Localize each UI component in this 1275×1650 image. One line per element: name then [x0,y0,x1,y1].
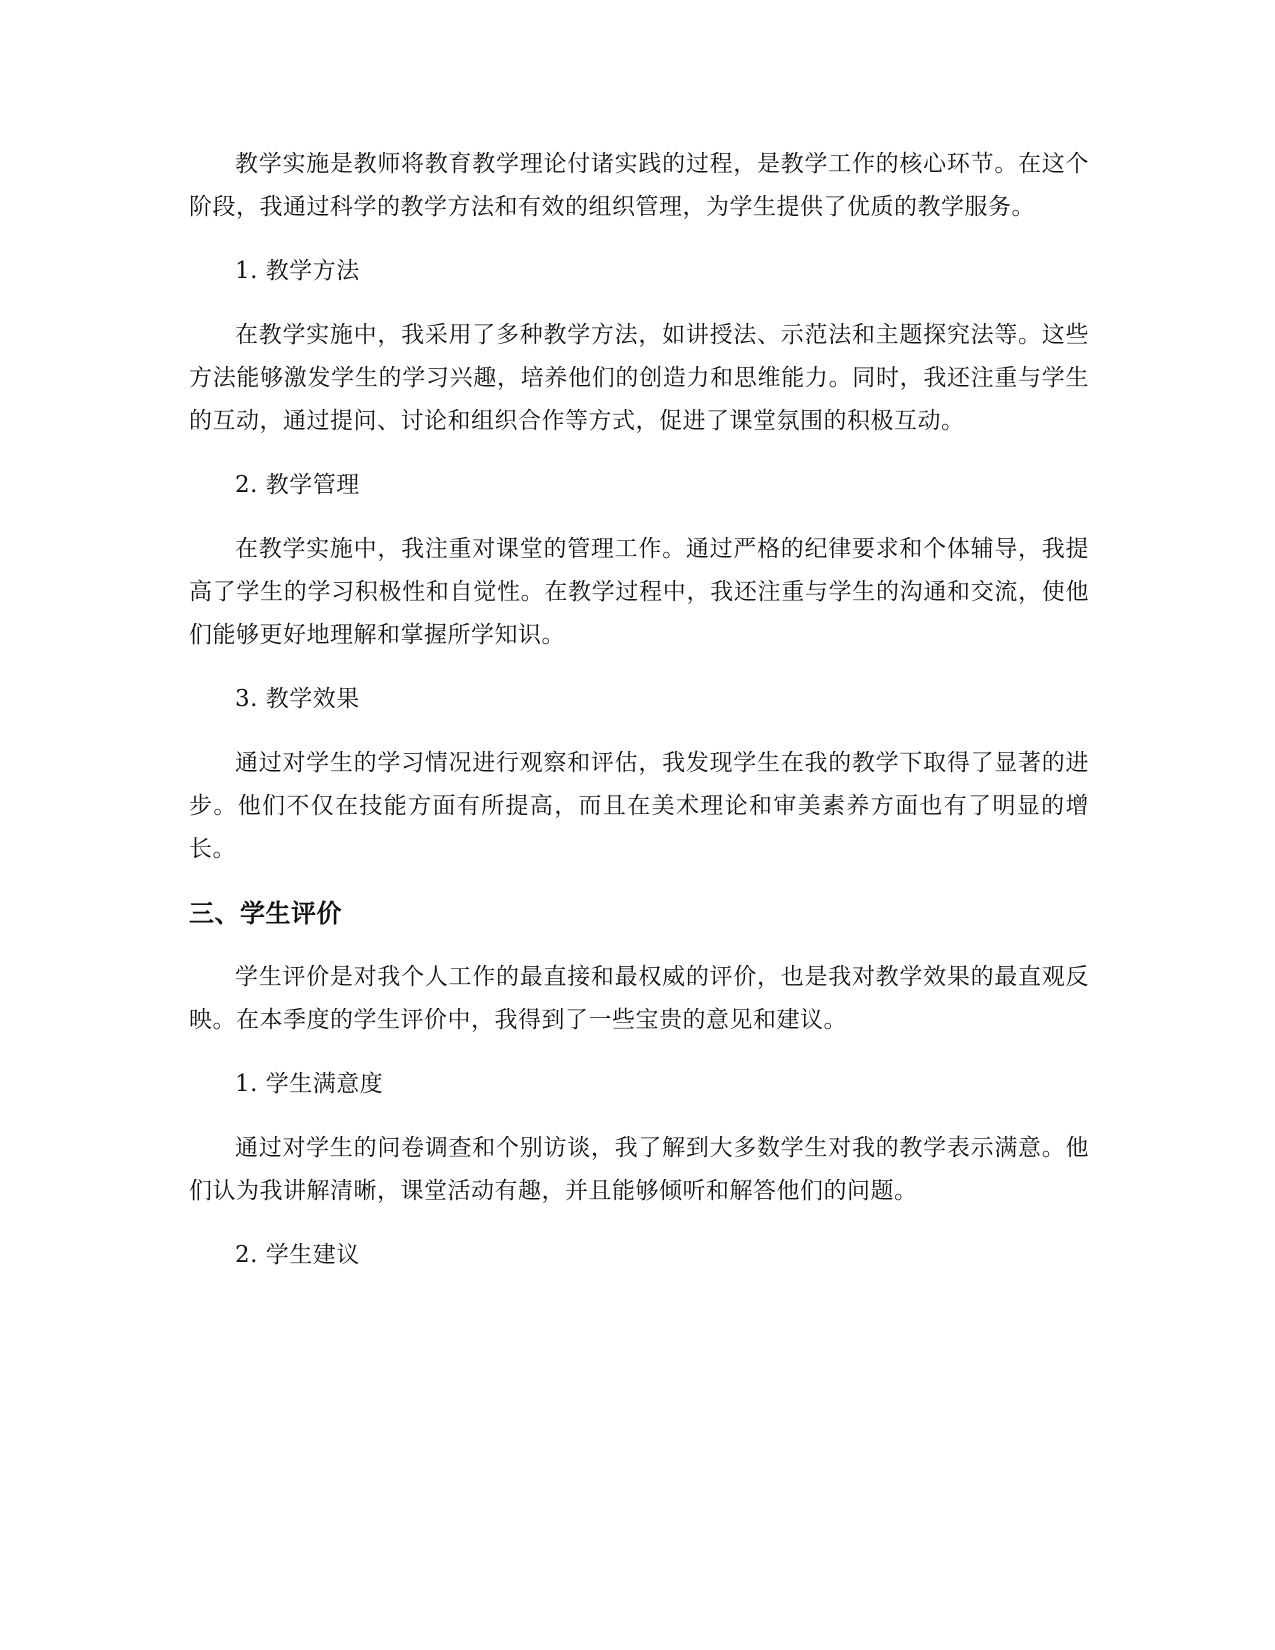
paragraph-intro: 教学实施是教师将教育教学理论付诸实践的过程，是教学工作的核心环节。在这个阶段，我通过科学的教学方法和有效的组织管理，为学生提供了优质的教学服务。 [189,151,1089,220]
subheading-teaching-effect: 3. 教学效果 [235,686,360,712]
document-body [189,143,1089,1298]
section-heading-student-evaluation: 三、学生评价 [189,899,343,928]
subheading-student-satisfaction: 1. 学生满意度 [235,1071,384,1097]
subheading-teaching-methods: 1. 教学方法 [235,258,360,284]
subheading-teaching-management: 2. 教学管理 [235,472,360,498]
paragraph-teaching-effect: 通过对学生的学习情况进行观察和评估，我发现学生在我的教学下取得了显著的进步。他们不仅在技能方面有所提高，而且在美术理论和审美素养方面也有了明显的增长。 [189,750,1089,862]
paragraph-teaching-management: 在教学实施中，我注重对课堂的管理工作。通过严格的纪律要求和个体辅导，我提高了学生的学习积极性和自觉性。在教学过程中，我还注重与学生的沟通和交流，使他们能够更好地理解和掌握所学知识。 [189,536,1089,648]
paragraph-student-evaluation: 学生评价是对我个人工作的最直接和最权威的评价，也是我对教学效果的最直观反映。在本季度的学生评价中，我得到了一些宝贵的意见和建议。 [189,964,1089,1033]
paragraph-teaching-methods: 在教学实施中，我采用了多种教学方法，如讲授法、示范法和主题探究法等。这些方法能够激发学生的学习兴趣，培养他们的创造力和思维能力。同时，我还注重与学生的互动，通过提问、讨论和组织合作等方式，促进了课堂氛围的积极互动。 [189,322,1089,434]
subheading-student-suggestions: 2. 学生建议 [235,1242,360,1268]
paragraph-student-satisfaction: 通过对学生的问卷调查和个别访谈，我了解到大多数学生对我的教学表示满意。他们认为我讲解清晰，课堂活动有趣，并且能够倾听和解答他们的问题。 [189,1135,1089,1204]
